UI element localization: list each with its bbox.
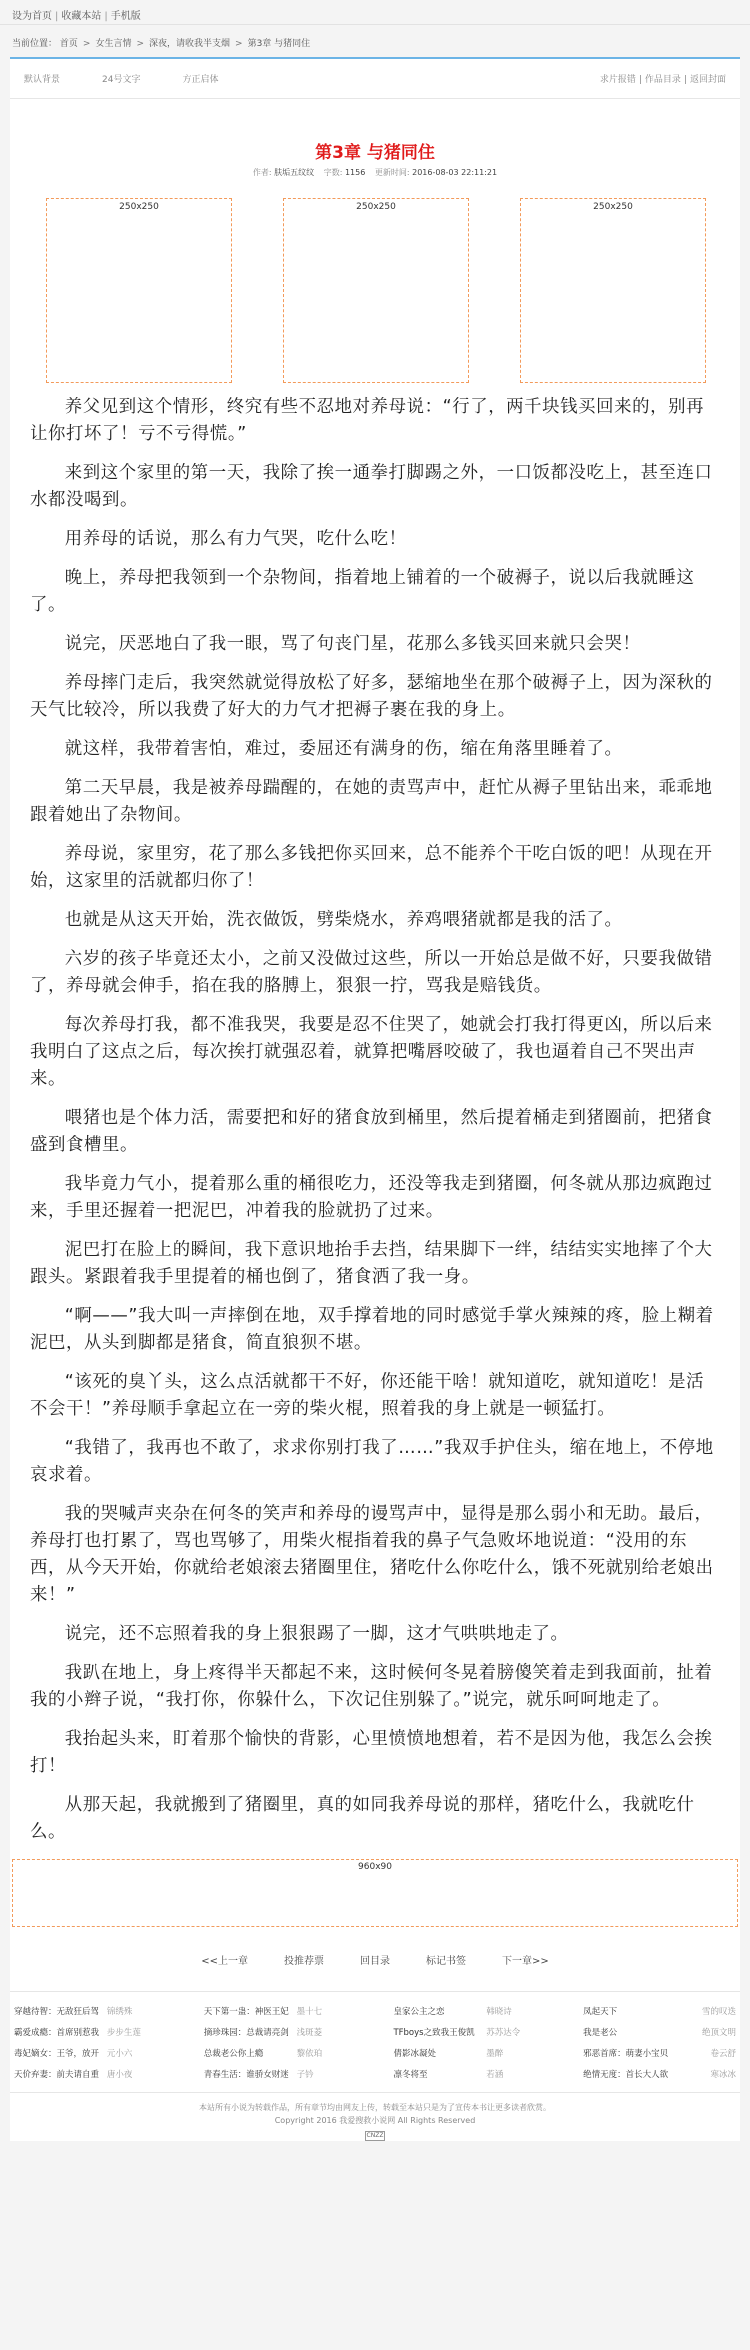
breadcrumb-separator: > [136, 39, 145, 49]
recommended-book[interactable]: 总裁老公你上瘾 [203, 2049, 264, 2059]
book-author[interactable]: 唐小夜 [106, 2070, 133, 2080]
recommended-book[interactable]: 我是老公 [583, 2028, 618, 2038]
book-author[interactable]: 寒冰冰 [710, 2070, 737, 2080]
book-author[interactable]: 苏苏达令 [486, 2028, 521, 2038]
ad-slot[interactable]: 250x250 [283, 198, 469, 383]
book-title[interactable]: 无敌狂后驾 [56, 2007, 100, 2017]
footer-disclaimer: 本站所有小说为转载作品，所有章节均由网友上传，转载至本站只是为了宣传本书让更多读者欣赏。 [199, 2103, 551, 2112]
book-author[interactable]: 韩晓诗 [486, 2007, 512, 2017]
recommended-book[interactable]: 皇家公主之恋 [393, 2007, 445, 2017]
book-author[interactable]: 卷云舒 [710, 2049, 737, 2059]
reader-toolbar [10, 59, 740, 99]
paragraph: 养母摔门走后，我突然就觉得放松了好多，瑟缩地坐在那个破褥子上，因为深秋的天气比较冷，所以我费了好大的力气才把褥子裹在我的身上。 [30, 673, 713, 720]
recommended-book[interactable] [14, 2065, 107, 2086]
word-count: 1156 [344, 168, 366, 177]
paragraph: 养父见到这个情形，终究有些不忍地对养母说：“行了，两千块钱买回来的，别再让你打坏了！亏不亏得慌。” [30, 397, 705, 444]
recommendation-row [14, 2065, 736, 2086]
updated-time: 2016-08-03 22:11:21 [412, 168, 498, 177]
paragraph: 我趴在地上，身上疼得半天都起不来，这时候何冬晃着膀傻笑着走到我面前，扯着我的小辫子说，“我打你，你躲什么，下次记住别躲了。”说完，就乐呵呵地走了。 [30, 1663, 713, 1710]
font-size-selector[interactable]: 24号文字 [102, 75, 141, 85]
mobile-version-link[interactable]: 手机版 [110, 11, 141, 22]
paragraph: “该死的臭丫头，这么点活就都干不好，你还能干啥！就知道吃，就知道吃！是活不会干！”养母顺手拿起立在一旁的柴火棍，照着我的身上就是一顿猛打。 [30, 1372, 705, 1419]
back-to-cover-link[interactable]: 返回封面 [689, 75, 726, 85]
book-title[interactable]: 首席别惹我 [56, 2028, 100, 2038]
ad-slot[interactable]: 250x250 [520, 198, 706, 383]
recommended-book[interactable]: 凛冬将至 [393, 2070, 428, 2080]
paragraph: 我毕竟力气小，提着那么重的桶很吃力，还没等我走到猪圈，何冬就从那边疯跑过来，手里还握着一把泥巴，冲着我的脸就扔了过来。 [30, 1174, 713, 1221]
paragraph: 来到这个家里的第一天，我除了挨一通拳打脚踢之外，一口饭都没吃上，甚至连口水都没喝到。 [30, 463, 713, 510]
book-author[interactable]: 黎依珀 [296, 2049, 323, 2059]
recommended-book[interactable] [14, 2023, 107, 2044]
book-title[interactable]: 前夫请自重 [56, 2070, 100, 2080]
table-of-contents-link[interactable]: 回目录 [360, 1955, 390, 1967]
top-bar [0, 0, 750, 25]
recommended-book[interactable] [14, 2044, 107, 2065]
breadcrumb [0, 25, 750, 57]
book-title-prefix: 霸爱成瘾： [14, 2028, 57, 2038]
recommendation-list [10, 1991, 740, 2086]
book-author[interactable]: 雪的叹迭 [702, 2007, 737, 2017]
stats-badge[interactable]: CNZZ [366, 2132, 384, 2139]
recommendation-row [14, 2002, 736, 2023]
breadcrumb-home[interactable]: 首页 [59, 39, 78, 49]
chapter-title: 第3章 与猪同住 [315, 143, 435, 163]
vote-recommend-link[interactable]: 投推荐票 [284, 1955, 324, 1967]
book-author[interactable]: 锦绣殊 [106, 2007, 133, 2017]
paragraph: 用养母的话说，那么有力气哭，吃什么吃！ [64, 529, 407, 549]
book-title[interactable]: 王爷，放开 [56, 2049, 100, 2059]
paragraph: 说完，还不忘照着我的身上狠狠踢了一脚，这才气哄哄地走了。 [64, 1624, 569, 1644]
book-title-prefix: 天价弃妻： [14, 2070, 57, 2080]
paragraph: “啊——”我大叫一声摔倒在地，双手撑着地的同时感觉手掌火辣辣的疼，脸上糊着泥巴，从头到脚都是猪食，简直狼狈不堪。 [30, 1306, 714, 1353]
breadcrumb-separator: > [235, 39, 243, 49]
separator: | [55, 11, 59, 22]
word-count-label: 字数: [323, 168, 343, 177]
chapter-meta [10, 167, 740, 177]
paragraph: 我抬起头来，盯着那个愉快的背影，心里愤愤地想着，若不是因为他，我怎么会挨打！ [30, 1729, 713, 1776]
book-author[interactable]: 若涵 [486, 2070, 504, 2080]
recommended-book[interactable] [14, 2002, 107, 2023]
chapter-navigation [10, 1927, 740, 1991]
next-chapter-link[interactable]: 下一章>> [502, 1955, 549, 1967]
previous-chapter-link[interactable]: <<上一章 [201, 1955, 248, 1967]
paragraph: 养母说，家里穷，花了那么多钱把你买回来，总不能养个干吃白饭的吧！从现在开始，这家里的活就都归你了！ [30, 844, 713, 891]
book-title-prefix: 毒妃嫡女： [14, 2049, 57, 2059]
book-author[interactable]: 子钤 [296, 2070, 314, 2080]
site-footer [10, 2092, 740, 2141]
chapter-content [10, 383, 740, 1846]
author-label: 作者: [252, 168, 272, 177]
paragraph: 也就是从这天开始，洗衣做饭，劈柴烧水，养鸡喂猪就都是我的活了。 [64, 910, 623, 930]
book-author[interactable]: 步步生莲 [106, 2028, 141, 2038]
paragraph: 就这样，我带着害怕，难过，委屈还有满身的伤，缩在角落里睡着了。 [64, 739, 623, 759]
paragraph: 从那天起，我就搬到了猪圈里，真的如同我养母说的那样，猪吃什么，我就吃什么。 [30, 1795, 695, 1842]
paragraph: 第二天早晨，我是被养母踹醒的，在她的责骂声中，赶忙从褥子里钻出来，乖乖地跟着她出了杂物间。 [30, 778, 713, 825]
recommended-book[interactable]: 倩影冰凝处 [393, 2049, 436, 2059]
breadcrumb-book[interactable]: 深夜，请收我半支烟 [149, 39, 231, 49]
banner-ad[interactable]: 960x90 [12, 1859, 738, 1927]
paragraph: 晚上，养母把我领到一个杂物间，指着地上铺着的一个破褥子，说以后我就睡这了。 [30, 568, 695, 615]
ad-slot[interactable]: 250x250 [46, 198, 232, 383]
book-author[interactable]: 绝顶文明 [702, 2028, 737, 2038]
add-bookmark-link[interactable]: 标记书签 [426, 1955, 466, 1967]
author-name[interactable]: 肤垢五纹纹 [274, 168, 315, 177]
book-author[interactable]: 墨醉 [486, 2049, 504, 2059]
reader-panel [10, 57, 740, 2141]
separator: | [683, 75, 687, 85]
breadcrumb-category[interactable]: 女生言情 [95, 39, 132, 49]
book-author[interactable]: 元小六 [106, 2049, 133, 2059]
breadcrumb-separator: > [82, 39, 91, 49]
recommended-book[interactable]: 青春生活：谁骄女财迷 [203, 2070, 289, 2080]
background-selector[interactable]: 默认背景 [24, 75, 61, 85]
book-author[interactable]: 浅斑菱 [296, 2028, 323, 2038]
recommendation-row [14, 2023, 736, 2044]
paragraph: “我错了，我再也不敢了，求求你别打我了……”我双手护住头，缩在地上，不停地哀求着。 [30, 1438, 714, 1485]
ad-row [10, 198, 740, 383]
table-of-contents-link[interactable]: 作品目录 [644, 75, 681, 85]
footer-copyright: Copyright 2016 我爱搜救小说网 All Rights Reserved [274, 2116, 476, 2125]
book-author[interactable]: 墨十七 [296, 2007, 323, 2017]
separator: | [638, 75, 642, 85]
report-error-link[interactable]: 求片报错 [599, 75, 636, 85]
paragraph: 说完，厌恶地白了我一眼，骂了句丧门星，花那么多钱买回来就只会哭！ [64, 634, 641, 654]
font-family-selector[interactable]: 方正启体 [182, 75, 219, 85]
recommendation-row [14, 2044, 736, 2065]
recommended-book[interactable]: 摘珍珠园：总裁请亮剑 [203, 2028, 289, 2038]
paragraph: 喂猪也是个体力活，需要把和好的猪食放到桶里，然后提着桶走到猪圈前，把猪食盛到食槽里。 [30, 1108, 713, 1155]
updated-label: 更新时间: [374, 168, 410, 177]
breadcrumb-prefix: 当前位置： [12, 39, 58, 49]
recommended-book[interactable]: 邪恶首席：萌妻小宝贝 [583, 2049, 669, 2059]
paragraph: 六岁的孩子毕竟还太小，之前又没做过这些，所以一开始总是做不好，只要我做错了，养母就会伸手，掐在我的胳膊上，狠狠一拧，骂我是赔钱货。 [30, 949, 713, 996]
recommended-book[interactable]: TFboys之致我王俊凯 [393, 2028, 475, 2038]
recommended-book[interactable]: 凤起天下 [583, 2007, 618, 2017]
book-title-prefix: 穿越待智： [14, 2007, 57, 2017]
set-homepage-link[interactable]: 设为首页 [12, 11, 52, 22]
toolbar-links [600, 72, 726, 85]
recommended-book[interactable]: 绝情无度：首长大人欲 [583, 2070, 669, 2080]
breadcrumb-chapter: 第3章 与猪同住 [247, 39, 311, 49]
bookmark-site-link[interactable]: 收藏本站 [61, 11, 102, 22]
separator: | [104, 11, 108, 22]
paragraph: 我的哭喊声夹杂在何冬的笑声和养母的谩骂声中，显得是那么弱小和无助。最后，养母打也打累了，骂也骂够了，用柴火棍指着我的鼻子气急败坏地说道：“没用的东西，从今天开始，你就给老娘滚去猪圈里住，猪吃什么你吃什么，饿不死就别给老娘出来！” [30, 1504, 714, 1605]
paragraph: 泥巴打在脸上的瞬间，我下意识地抬手去挡，结果脚下一绊，结结实实地摔了个大跟头。紧跟着我手里提着的桶也倒了，猪食洒了我一身。 [30, 1240, 713, 1287]
paragraph: 每次养母打我，都不准我哭，我要是忍不住哭了，她就会打我打得更凶，所以后来我明白了这点之后，每次挨打就强忍着，就算把嘴唇咬破了，我也逼着自己不哭出声来。 [30, 1015, 713, 1089]
recommended-book[interactable]: 天下第一蛊：神医王妃 [203, 2007, 289, 2017]
